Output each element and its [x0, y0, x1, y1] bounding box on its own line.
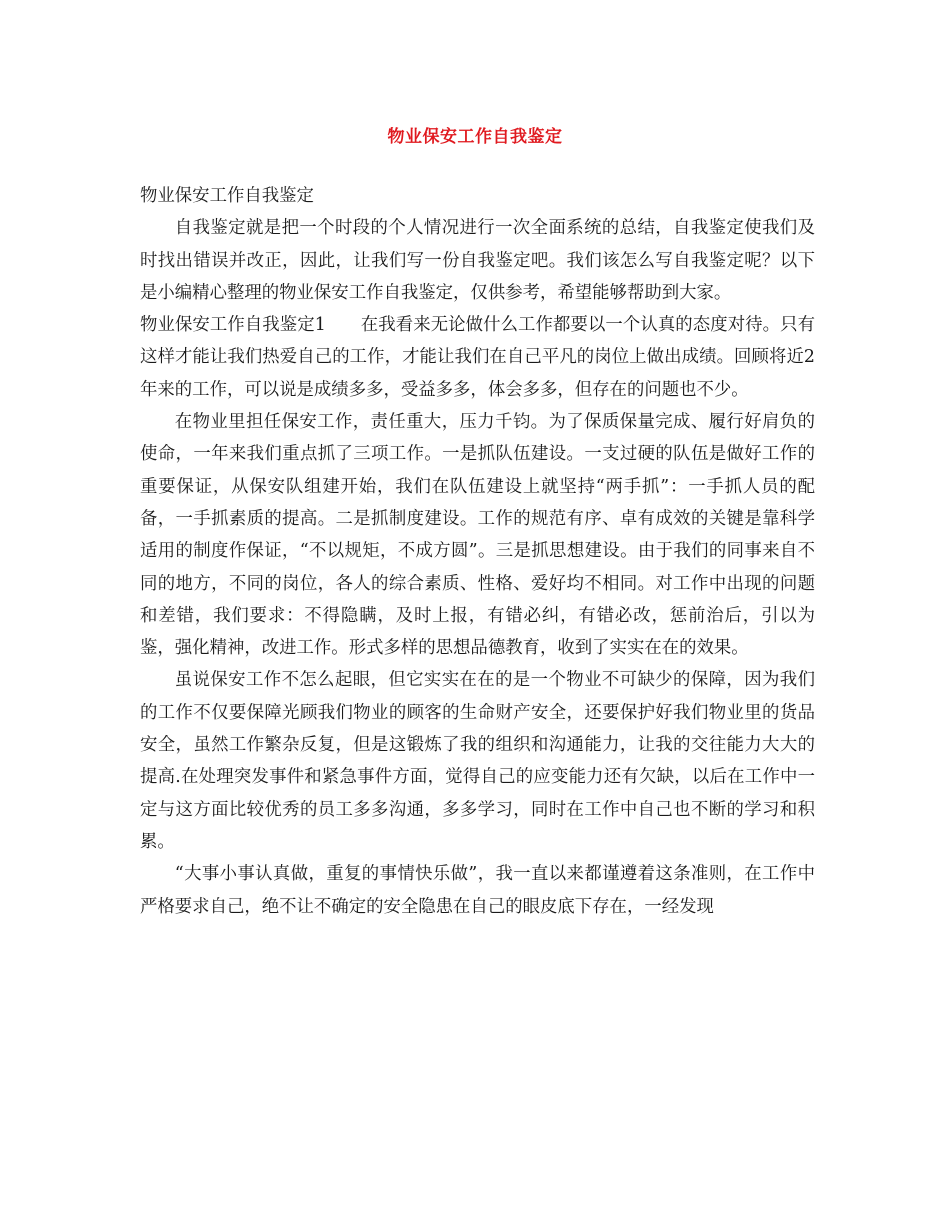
paragraph-section-1: 物业保安工作自我鉴定1 在我看来无论做什么工作都要以一个认真的态度对待。只有这样才能让我们热爱自己的工作，才能让我们在自己平凡的岗位上做出成绩。回顾将近2年来的工作，可以说是成绩多多，受益多多，体会多多，但存在的问题也不少。 [140, 315, 815, 400]
paragraph-principle: “大事小事认真做，重复的事情快乐做”，我一直以来都谨遵着这条准则，在工作中严格要求自己，绝不让不确定的安全隐患在自己的眼皮底下存在，一经发现 [140, 864, 815, 917]
document-body [140, 180, 815, 923]
paragraph-security-role: 虽说保安工作不怎么起眼，但它实实在在的是一个物业不可缺少的保障，因为我们的工作不仅要保障光顾我们物业的顾客的生命财产安全，还要保护好我们物业里的货品安全，虽然工作繁杂反复，但是这锻炼了我的组织和沟通能力，让我的交往能力大大的提高.在处理突发事件和紧急事件方面，觉得自己的应变能力还有欠缺，以后在工作中一定与这方面比较优秀的员工多多沟通，多多学习，同时在工作中自己也不断的学习和积累。 [140, 670, 815, 852]
document-title: 物业保安工作自我鉴定 [387, 127, 563, 147]
document-subtitle: 物业保安工作自我鉴定 [140, 186, 314, 206]
paragraph-work-items: 在物业里担任保安工作，责任重大，压力千钧。为了保质保量完成、履行好肩负的使命，一年来我们重点抓了三项工作。一是抓队伍建设。一支过硬的队伍是做好工作的重要保证，从保安队组建开始，我们在队伍建设上就坚持“两手抓”：一手抓人员的配备，一手抓素质的提高。二是抓制度建设。工作的规范有序、卓有成效的关键是靠科学适用的制度作保证，“不以规矩，不成方圆”。三是抓思想建设。由于我们的同事来自不同的地方，不同的岗位，各人的综合素质、性格、爱好均不相同。对工作中出现的问题和差错，我们要求：不得隐瞒，及时上报，有错必纠，有错必改，惩前治后，引以为鉴，强化精神，改进工作。形式多样的思想品德教育，收到了实实在在的效果。 [140, 412, 815, 659]
paragraph-intro: 自我鉴定就是把一个时段的个人情况进行一次全面系统的总结，自我鉴定使我们及时找出错误并改正，因此，让我们写一份自我鉴定吧。我们该怎么写自我鉴定呢？以下是小编精心整理的物业保安工作自我鉴定，仅供参考，希望能够帮助到大家。 [140, 218, 815, 303]
